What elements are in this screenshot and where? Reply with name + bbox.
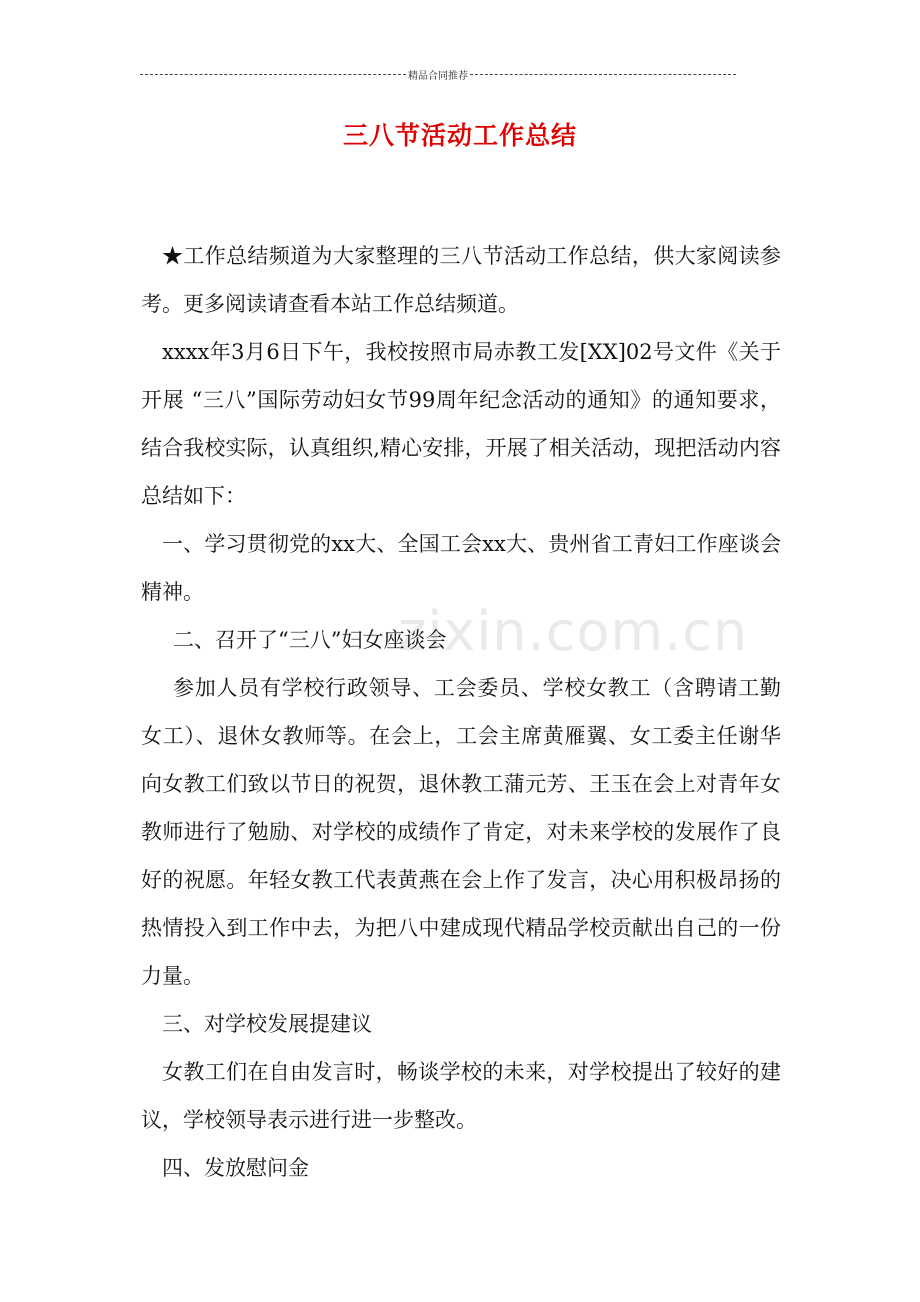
paragraph-suggestions: 女教工们在自由发言时，畅谈学校的未来，对学校提出了较好的建议，学校领导表示进行进一步整改。 bbox=[141, 1060, 781, 1132]
section-heading-3: 三、对学校发展提建议 bbox=[162, 1012, 372, 1036]
section-heading-4: 四、发放慰问金 bbox=[162, 1156, 309, 1180]
watermark: zixin.com.cn bbox=[398, 600, 749, 663]
section-heading-1: 一、学习贯彻党的xx大、全国工会xx大、贵州省工青妇工作座谈会精神。 bbox=[141, 532, 781, 604]
header-divider-left bbox=[140, 74, 406, 75]
paragraph-background: xxxx年3月6日下午，我校按照市局赤教工发[XX]02号文件《关于开展 “三八”国际劳动妇女节99周年纪念活动的通知》的通知要求，结合我校实际，认真组织,精心安排，开展了相关活动，现把活动内容总结如下： bbox=[141, 340, 781, 508]
document-title: 三八节活动工作总结 bbox=[342, 121, 577, 150]
page-header bbox=[140, 66, 736, 82]
header-label: 精品合同推荐 bbox=[408, 70, 468, 82]
paragraph-intro: ★工作总结频道为大家整理的三八节活动工作总结，供大家阅读参考。更多阅读请查看本站工作总结频道。 bbox=[141, 244, 781, 316]
section-heading-2: 二、召开了“三八”妇女座谈会 bbox=[173, 628, 447, 652]
document-body bbox=[141, 232, 781, 1192]
header-divider-right bbox=[470, 74, 736, 75]
paragraph-forum: 参加人员有学校行政领导、工会委员、学校女教工（含聘请工勤女工）、退休女教师等。在会上，工会主席黄雁翼、女工委主任谢华向女教工们致以节日的祝贺，退休教工蒲元芳、王玉在会上对青年女教师进行了勉励、对学校的成绩作了肯定，对未来学校的发展作了良好的祝愿。年轻女教工代表黄燕在会上作了发言，决心用积极昂扬的热情投入到工作中去，为把八中建成现代精品学校贡献出自己的一份力量。 bbox=[141, 676, 781, 988]
